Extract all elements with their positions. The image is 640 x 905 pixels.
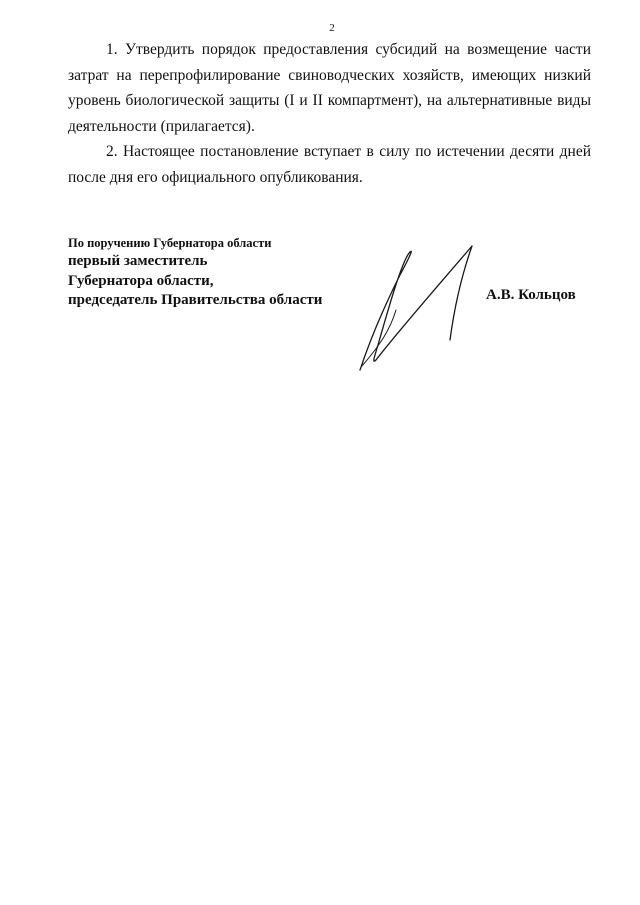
signatory-instruction: По поручению Губернатора области — [68, 236, 272, 250]
page-number: 2 — [329, 22, 335, 34]
document-body — [68, 37, 591, 191]
signatory-title-block — [68, 234, 368, 311]
paragraph-1: 1. Утвердить порядок предоставления субсидий на возмещение части затрат на перепрофилирование свиноводческих хозяйств, имеющих низкий уровень биологической защиты (I и II компартмент), на альтернативные виды деятельности (прилагается). — [68, 41, 591, 135]
signatory-position-line-3: председатель Правительства области — [68, 292, 323, 308]
signatory-position-line-2: Губернатора области, — [68, 272, 214, 289]
signatory-name: А.В. Кольцов — [486, 287, 576, 303]
handwritten-signature — [350, 240, 480, 375]
signatory-position-line-1: первый заместитель — [68, 253, 208, 269]
paragraph-2: 2. Настоящее постановление вступает в силу по истечении десяти дней после дня его официального опубликования. — [68, 143, 591, 186]
